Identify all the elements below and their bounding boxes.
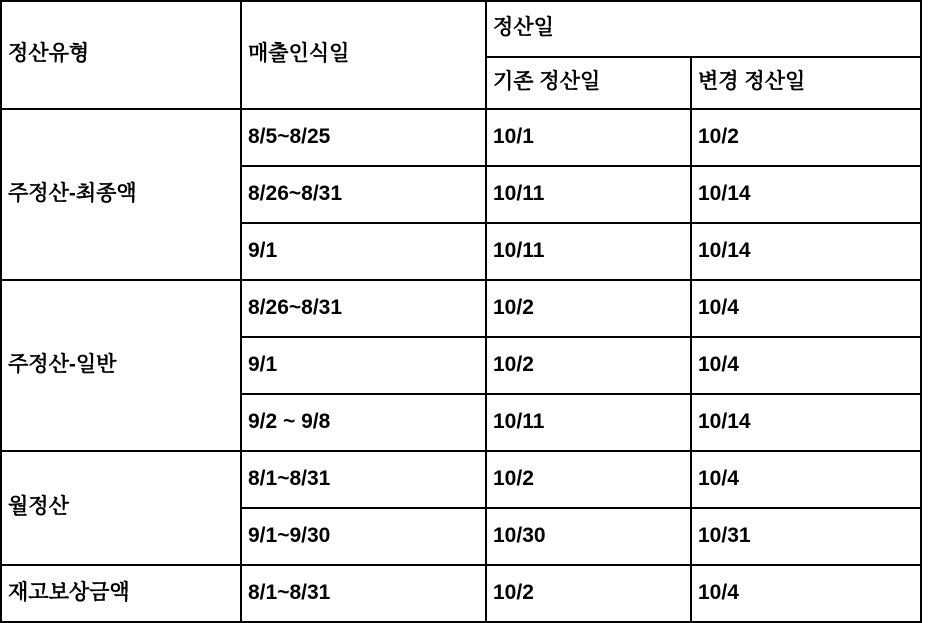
cell-sales-date: 8/26~8/31 (241, 166, 486, 223)
cell-old-date: 10/30 (486, 508, 691, 565)
cell-new-date: 10/4 (691, 451, 921, 508)
group-label-cell: 재고보상금액 (1, 565, 241, 622)
cell-sales-date: 9/2 ~ 9/8 (241, 394, 486, 451)
table-row (1, 565, 921, 622)
header-cell-old-settlement-date: 기존 정산일 (486, 57, 691, 109)
header-cell-new-settlement-date: 변경 정산일 (691, 57, 921, 109)
header-cell-type: 정산유형 (1, 1, 241, 109)
cell-old-date: 10/2 (486, 337, 691, 394)
table-header (1, 1, 921, 109)
cell-sales-date: 9/1 (241, 337, 486, 394)
cell-old-date: 10/11 (486, 166, 691, 223)
cell-old-date: 10/1 (486, 109, 691, 166)
table-row (1, 451, 921, 508)
header-cell-sales-date: 매출인식일 (241, 1, 486, 109)
group-label-cell: 주정산-최종액 (1, 109, 241, 280)
cell-old-date: 10/2 (486, 565, 691, 622)
group-label-cell: 주정산-일반 (1, 280, 241, 451)
cell-new-date: 10/14 (691, 223, 921, 280)
cell-sales-date: 8/5~8/25 (241, 109, 486, 166)
cell-sales-date: 9/1~9/30 (241, 508, 486, 565)
cell-old-date: 10/11 (486, 394, 691, 451)
cell-new-date: 10/4 (691, 337, 921, 394)
table-body (1, 109, 921, 622)
header-row-primary (1, 1, 921, 57)
cell-new-date: 10/2 (691, 109, 921, 166)
cell-sales-date: 8/26~8/31 (241, 280, 486, 337)
cell-new-date: 10/4 (691, 280, 921, 337)
cell-old-date: 10/2 (486, 451, 691, 508)
cell-sales-date: 8/1~8/31 (241, 565, 486, 622)
cell-new-date: 10/14 (691, 394, 921, 451)
cell-old-date: 10/11 (486, 223, 691, 280)
header-cell-settlement-date: 정산일 (486, 1, 921, 57)
cell-sales-date: 8/1~8/31 (241, 451, 486, 508)
cell-sales-date: 9/1 (241, 223, 486, 280)
cell-old-date: 10/2 (486, 280, 691, 337)
cell-new-date: 10/14 (691, 166, 921, 223)
cell-new-date: 10/4 (691, 565, 921, 622)
table-row (1, 109, 921, 166)
cell-new-date: 10/31 (691, 508, 921, 565)
table-row (1, 280, 921, 337)
group-label-cell: 월정산 (1, 451, 241, 565)
